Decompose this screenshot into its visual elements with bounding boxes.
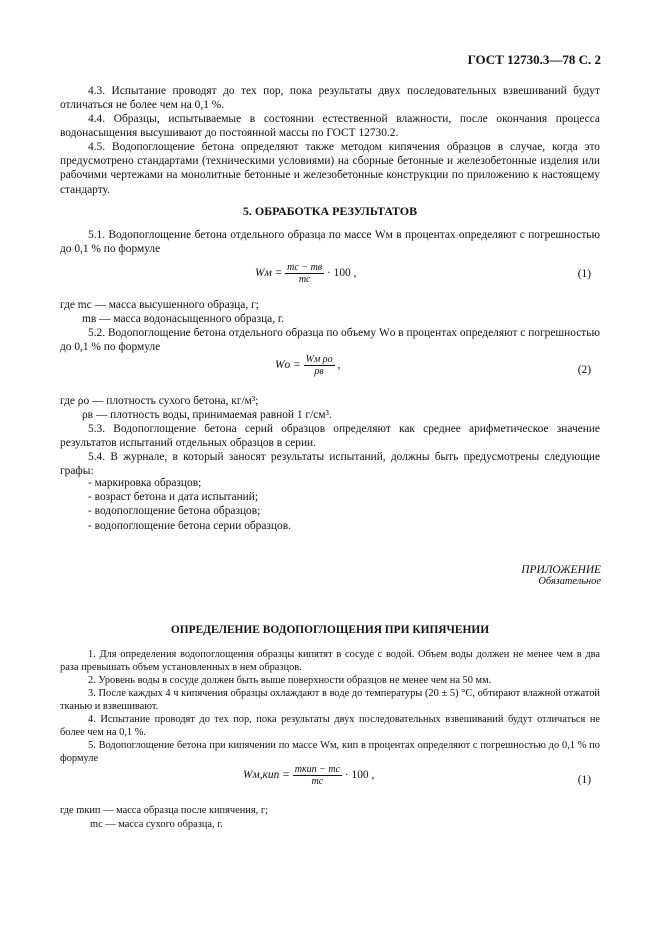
- page-header: ГОСТ 12730.3—78 С. 2: [467, 52, 601, 67]
- list-item: - водопоглощение бетона серии образцов.: [88, 519, 291, 532]
- appendix-item-1: 1. Для определения водопоглощения образцы кипятят в сосуде с водой. Объем воды должен не менее чем в два раза превышать объем установленных в нем образцов.: [60, 649, 600, 674]
- formula-2-denominator: ρв: [314, 366, 324, 377]
- paragraph-5-3: 5.3. Водопоглощение бетона серий образцов определяют как среднее арифметическое значение результатов испытаний отдельных образцов в серии.: [60, 423, 600, 450]
- paragraph-4-4: 4.4. Образцы, испытываемые в состоянии естественной влажности, после окончания процесса водонасыщения высушивают до постоянной массы по ГОСТ 12730.2.: [60, 113, 600, 140]
- where-2-a: где ρо — плотность сухого бетона, кг/м³;: [60, 395, 259, 407]
- formula-1-fraction: [285, 262, 324, 285]
- appendix-item-2: 2. Уровень воды в сосуде должен быть выше поверхности образцов не менее чем на 50 мм.: [88, 675, 492, 686]
- formula-3-fraction: [293, 764, 342, 787]
- formula-3-numerator: mкип − mс: [294, 764, 341, 775]
- formula-1-lhs: Wм =: [255, 267, 283, 280]
- formula-1-denominator: mс: [298, 274, 311, 285]
- appendix-item-4: 4. Испытание проводят до тех пор, пока результаты двух последовательных взвешиваний будут отличаться не более чем на 0,1 %.: [60, 714, 600, 739]
- formula-3-number: (1): [577, 774, 591, 786]
- formula-1: [255, 262, 356, 285]
- journal-columns-list: [88, 476, 291, 533]
- where-3-b: mс — масса сухого образца, г.: [90, 819, 223, 830]
- list-item: - водопоглощение бетона образцов;: [88, 505, 261, 518]
- paragraph-4-3: 4.3. Испытание проводят до тех пор, пока результаты двух последовательных взвешиваний будут отличаться не более чем на 0,1 %.: [60, 85, 600, 112]
- paragraph-5-4: 5.4. В журнале, в который заносят результаты испытаний, должны быть предусмотрены следующие графы:: [60, 451, 600, 478]
- paragraph-5-2: 5.2. Водопоглощение бетона отдельного образца по объему Wо в процентах определяют с погрешностью до 0,1 % по формуле: [60, 327, 600, 354]
- appendix-title: ПРИЛОЖЕНИЕ: [521, 564, 601, 576]
- appendix-item-3: 3. После каждых 4 ч кипячения образцы охлаждают в воде до температуры (20 ± 5) °С, обтирают влажной отжатой тканью и взвешивают.: [60, 688, 600, 713]
- formula-3-denominator: mс: [311, 776, 324, 787]
- formula-1-rest: · 100 ,: [327, 267, 357, 280]
- where-3-a: где mкип — масса образца после кипячения, г;: [60, 805, 268, 816]
- formula-3-lhs: Wм,кип =: [243, 769, 290, 782]
- formula-2-fraction: [304, 354, 335, 377]
- formula-3: [243, 764, 374, 787]
- section-5-title: 5. ОБРАБОТКА РЕЗУЛЬТАТОВ: [242, 204, 418, 218]
- formula-2-lhs: Wо =: [275, 359, 301, 372]
- formula-2-numerator: Wм ρо: [305, 354, 333, 365]
- appendix-label: [521, 564, 601, 587]
- appendix-subtitle: Обязательное: [538, 576, 601, 587]
- where-1-b: mв — масса водонасыщенного образца, г.: [82, 313, 285, 325]
- appendix-heading: ОПРЕДЕЛЕНИЕ ВОДОПОГЛОЩЕНИЯ ПРИ КИПЯЧЕНИИ: [170, 624, 490, 636]
- where-1-a: где mс — масса высушенного образца, г;: [60, 299, 259, 311]
- appendix-item-5: 5. Водопоглощение бетона при кипячении по массе Wм, кип в процентах определяют с погрешностью до 0,1 % по формуле: [60, 740, 600, 765]
- list-item: - возраст бетона и дата испытаний;: [88, 491, 259, 504]
- formula-3-rest: · 100 ,: [344, 769, 375, 782]
- formula-1-number: (1): [577, 268, 591, 280]
- formula-2-rest: ,: [337, 359, 341, 372]
- formula-1-numerator: mс − mв: [287, 262, 323, 273]
- list-item: - маркировка образцов;: [88, 477, 202, 489]
- paragraph-5-1: 5.1. Водопоглощение бетона отдельного образца по массе Wм в процентах определяют с погрешностью до 0,1 % по формуле: [60, 229, 600, 256]
- formula-2-number: (2): [577, 364, 591, 376]
- formula-2: [275, 354, 340, 377]
- paragraph-4-5: 4.5. Водопоглощение бетона определяют также методом кипячения образцов в случае, когда это предусмотрено стандартами (техническими условиями) на сборные бетонные и железобетонные изделия или рабочими чертежами на монолитные бетонные и железобетонные конструкции по приложению к настоящему стандарту.: [60, 141, 600, 196]
- where-2-b: ρв — плотность воды, принимаемая равной 1 г/см³.: [82, 409, 332, 421]
